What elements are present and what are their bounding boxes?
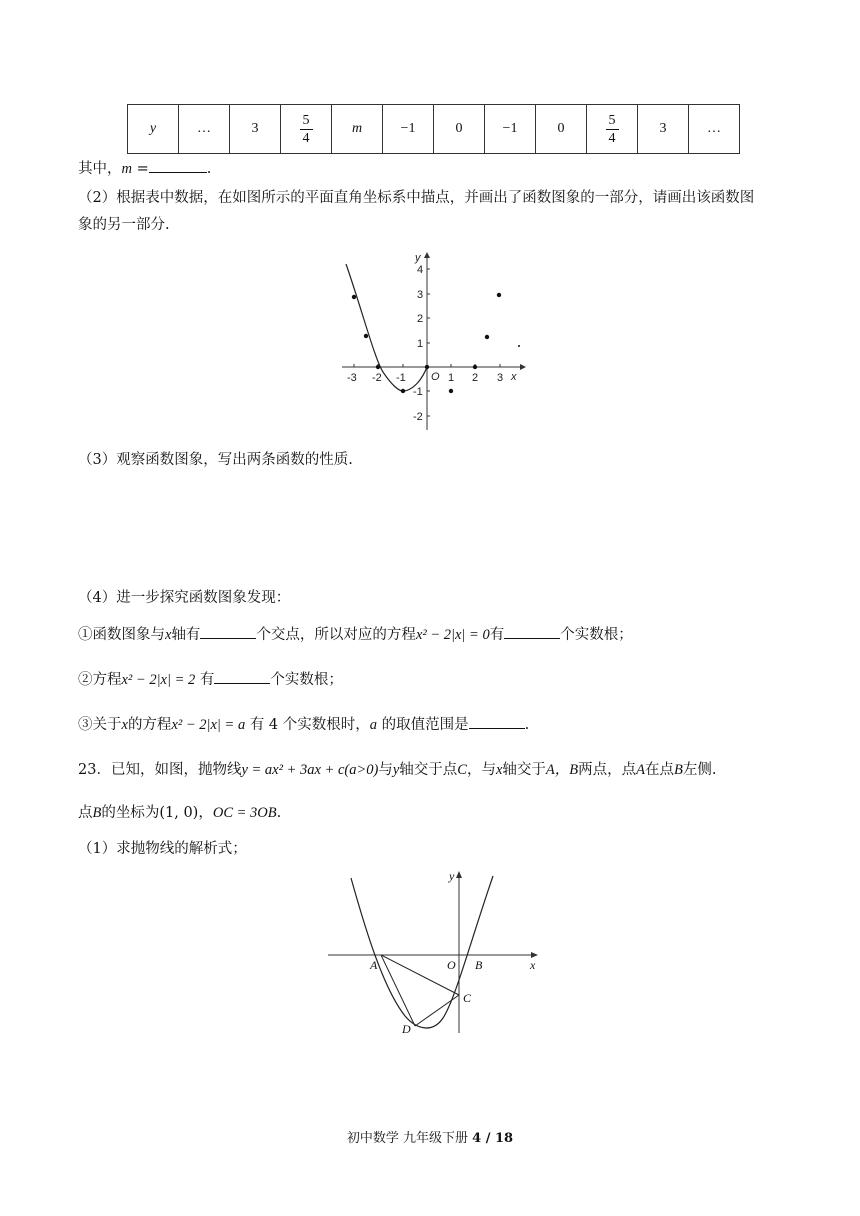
q4-item1: ①函数图象与x轴有 个交点，所以对应的方程x² − 2|x| = 0有 个实数根； bbox=[78, 624, 633, 645]
y-axis-label: y bbox=[449, 869, 455, 883]
table-cell: y bbox=[128, 105, 179, 154]
y-tick-label: 3 bbox=[417, 289, 424, 301]
data-point bbox=[449, 389, 453, 393]
table-cell: … bbox=[689, 105, 740, 154]
footer-text: 初中数学 九年级下册 bbox=[346, 1131, 473, 1146]
y-tick-label: 2 bbox=[417, 313, 424, 325]
segment-ad bbox=[381, 955, 415, 1026]
data-point bbox=[401, 389, 405, 393]
point-label-a: A bbox=[370, 958, 378, 972]
x-axis-arrow bbox=[520, 364, 526, 370]
parabola-graph bbox=[325, 868, 545, 1038]
answer-blank bbox=[214, 669, 270, 684]
data-point bbox=[497, 293, 501, 297]
y-axis-arrow bbox=[456, 871, 462, 878]
x-tick-label: -1 bbox=[396, 372, 406, 384]
q3-line: （3）观察函数图象，写出两条函数的性质. bbox=[78, 452, 353, 468]
q4-item3: ③关于x的方程x² − 2|x| = a 有 4 个实数根时，a 的取值范围是 . bbox=[78, 714, 529, 735]
answer-blank bbox=[469, 714, 525, 729]
point-label-b: B bbox=[475, 958, 483, 972]
y-axis-arrow bbox=[424, 252, 430, 258]
fraction: $\frac{5}{4}$ bbox=[300, 112, 313, 147]
q1-var: m bbox=[121, 161, 132, 177]
q1-eq: = bbox=[131, 161, 149, 177]
data-point bbox=[376, 365, 380, 369]
parabola-curve bbox=[351, 876, 493, 1028]
page-footer bbox=[0, 1127, 860, 1146]
x-tick-label: 3 bbox=[497, 372, 504, 384]
q1-prefix: 其中， bbox=[78, 161, 122, 177]
table-cell: −1 bbox=[485, 105, 536, 154]
table-cell: 0 bbox=[536, 105, 587, 154]
data-point bbox=[518, 345, 520, 347]
x-axis-label: x bbox=[530, 958, 536, 972]
origin-label: O bbox=[431, 371, 440, 383]
data-point bbox=[425, 365, 429, 369]
segment-dc bbox=[415, 995, 459, 1026]
x-tick-label: 1 bbox=[448, 372, 455, 384]
fraction: $\frac{5}{4}$ bbox=[606, 112, 619, 147]
point-label-d: D bbox=[402, 1022, 411, 1036]
data-point bbox=[473, 365, 477, 369]
table-cell: 3 bbox=[230, 105, 281, 154]
y-tick-label: 4 bbox=[417, 264, 424, 276]
q1-line: 其中，m = . bbox=[78, 158, 211, 179]
y-tick-label: -2 bbox=[413, 411, 423, 423]
table-cell: 0 bbox=[434, 105, 485, 154]
x-tick-label: 2 bbox=[472, 372, 479, 384]
data-point bbox=[352, 295, 356, 299]
q23-sub1: （1）求抛物线的解析式； bbox=[78, 841, 247, 857]
x-tick-label: -3 bbox=[347, 372, 357, 384]
table-cell bbox=[281, 105, 332, 154]
y-tick-label: -1 bbox=[413, 386, 423, 398]
q4-item2: ②方程x² − 2|x| = 2 有 个实数根； bbox=[78, 669, 343, 690]
curve-left bbox=[346, 264, 427, 391]
function-graph-1 bbox=[337, 250, 527, 435]
table-cell: … bbox=[179, 105, 230, 154]
q2-line2: 象的另一部分. bbox=[78, 217, 170, 233]
answer-blank bbox=[149, 158, 207, 173]
answer-blank bbox=[504, 624, 560, 639]
q23-line2: 点B的坐标为(1, 0)，OC = 3OB. bbox=[78, 805, 282, 821]
q4-title: （4）进一步探究函数图象发现： bbox=[78, 590, 291, 606]
y-axis-label: y bbox=[415, 252, 421, 264]
point-label-o: O bbox=[447, 958, 456, 972]
x-axis-label: x bbox=[511, 371, 517, 383]
table-cell: 3 bbox=[638, 105, 689, 154]
table-cell: −1 bbox=[383, 105, 434, 154]
q23-line1: 23．已知，如图，抛物线y = ax² + 3ax + c(a>0)与y轴交于点C，与x轴交于A，B两点，点A在点B左侧. bbox=[78, 762, 717, 778]
point-label-c: C bbox=[463, 991, 472, 1005]
table-cell: m bbox=[332, 105, 383, 154]
table-row bbox=[128, 105, 740, 154]
y-tick-label: 1 bbox=[417, 338, 424, 350]
data-point bbox=[364, 334, 368, 338]
answer-blank bbox=[200, 624, 256, 639]
x-tick-label: -2 bbox=[372, 372, 382, 384]
data-point bbox=[485, 335, 489, 339]
q2-line1: （2）根据表中数据，在如图所示的平面直角坐标系中描点，并画出了函数图象的一部分，请画出该函数图 bbox=[78, 190, 755, 206]
table-cell bbox=[587, 105, 638, 154]
page-number: 4 / 18 bbox=[472, 1131, 514, 1146]
values-table bbox=[127, 104, 740, 154]
